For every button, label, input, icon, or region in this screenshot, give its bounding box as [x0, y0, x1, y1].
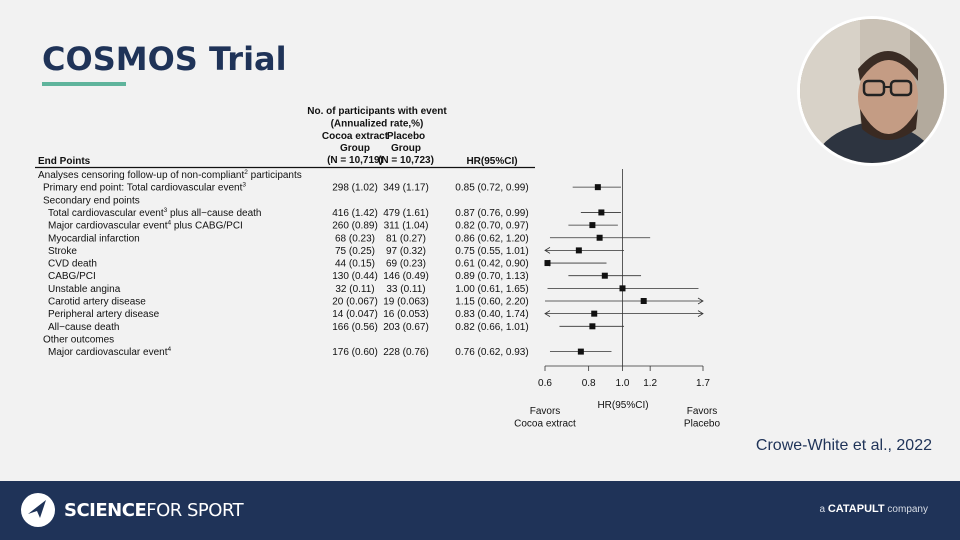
row-label — [48, 220, 243, 232]
partner-name: CATAPULT — [827, 503, 885, 515]
favors-placebo-label: Favors — [686, 406, 718, 417]
header-placebo-line: Group — [391, 143, 421, 154]
row-label-text: Secondary end points — [43, 195, 140, 207]
placebo-value: 97 (0.32) — [385, 245, 427, 257]
hr-point — [597, 235, 603, 241]
row-label-text: Major cardiovascular event — [48, 347, 168, 359]
presenter-webcam — [797, 16, 947, 166]
placebo-value: 16 (0.053) — [383, 309, 429, 321]
row-label — [38, 169, 302, 181]
row-label-text: Total cardiovascular event — [48, 207, 164, 219]
partner-suffix: company — [887, 504, 928, 515]
row-label-text: Other outcomes — [43, 334, 115, 346]
hr-point — [602, 273, 608, 279]
favors-placebo-label: Placebo — [683, 418, 721, 430]
row-label-text: CABG/PCI — [48, 271, 96, 283]
row-label-text: All−cause death — [48, 321, 120, 333]
hr-point — [619, 285, 625, 291]
placebo-value: 479 (1.61) — [383, 207, 429, 219]
row-label-text: Unstable angina — [48, 283, 121, 295]
hr-value: 0.82 (0.66, 1.01) — [455, 321, 529, 333]
x-axis-label: HR(95%CI) — [597, 400, 649, 411]
row-label-suffix: plus all−cause death — [167, 207, 262, 219]
slide-title: COSMOS Trial — [42, 40, 287, 78]
header-placebo-line: Placebo — [386, 131, 426, 142]
row-label — [48, 246, 77, 257]
hr-value: 0.76 (0.62, 0.93) — [455, 347, 529, 359]
row-label-superscript: 2 — [244, 169, 248, 176]
row-label — [48, 233, 140, 244]
hr-point — [595, 184, 601, 190]
footer-bar — [0, 481, 960, 540]
row-label-text: Primary end point: Total cardiovascular event — [43, 182, 243, 194]
row-label-superscript: 4 — [167, 219, 172, 227]
hr-point — [576, 247, 582, 253]
placebo-value: 81 (0.27) — [385, 233, 427, 245]
hr-value: 1.15 (0.60, 2.20) — [455, 296, 529, 308]
placebo-value: 19 (0.063) — [383, 296, 429, 308]
hr-value: 0.89 (0.70, 1.13) — [455, 271, 529, 283]
row-label — [48, 284, 121, 295]
row-label-text: Myocardial infarction — [48, 233, 140, 245]
header-end-points: End Points — [38, 156, 91, 167]
hr-value: 0.83 (0.40, 1.74) — [455, 309, 529, 321]
row-label-text: Analyses censoring follow-up of non-compliant — [38, 170, 245, 181]
hr-point — [591, 311, 597, 317]
cocoa-value: 44 (0.15) — [334, 258, 376, 270]
placebo-value: 311 (1.04) — [383, 220, 429, 232]
cocoa-value: 130 (0.44) — [332, 271, 378, 283]
x-axis-tick-label: 1.0 — [615, 378, 630, 389]
row-label — [43, 182, 246, 194]
row-label-text: CVD death — [48, 258, 97, 270]
cocoa-value: 166 (0.56) — [332, 321, 378, 333]
placebo-value: 69 (0.23) — [385, 258, 427, 270]
x-axis-tick-label: 1.2 — [643, 378, 658, 389]
header-placebo-line: (N = 10,723) — [378, 155, 434, 166]
hr-value: 0.75 (0.55, 1.01) — [455, 245, 529, 257]
header-group-line: (Annualized rate,%) — [330, 118, 424, 130]
row-label — [48, 346, 172, 358]
hr-point — [578, 349, 584, 355]
brand-name — [64, 500, 243, 521]
row-label-superscript: 4 — [167, 346, 172, 354]
row-label — [43, 195, 140, 206]
partner-prefix: a — [819, 504, 826, 515]
hr-point — [641, 298, 647, 304]
hr-value: 0.61 (0.42, 0.90) — [455, 258, 529, 270]
hr-value: 1.00 (0.61, 1.65) — [455, 283, 529, 295]
header-hr: HR(95%CI) — [466, 156, 518, 167]
placebo-value: 33 (0.11) — [386, 283, 426, 295]
hr-point — [589, 222, 595, 228]
hr-value: 0.87 (0.76, 0.99) — [455, 207, 529, 219]
favors-cocoa-label: Favors — [529, 406, 561, 417]
brand-name-light: FOR SPORT — [146, 500, 244, 521]
row-label-text: Peripheral artery disease — [48, 309, 160, 321]
placebo-value: 146 (0.49) — [383, 271, 429, 283]
row-label-text: Carotid artery disease — [48, 296, 146, 308]
cocoa-value: 75 (0.25) — [334, 245, 376, 257]
placebo-value: 228 (0.76) — [383, 347, 429, 359]
row-label-suffix: plus CABG/PCI — [171, 220, 243, 232]
hr-value: 0.82 (0.70, 0.97) — [455, 220, 529, 232]
cocoa-value: 298 (1.02) — [332, 182, 378, 194]
row-label-suffix: participants — [247, 170, 302, 181]
row-label — [48, 259, 97, 270]
hr-value: 0.85 (0.72, 0.99) — [455, 182, 529, 194]
cocoa-value: 260 (0.89) — [332, 220, 378, 232]
hr-point — [598, 209, 604, 215]
citation: Crowe-White et al., 2022 — [755, 437, 932, 454]
cocoa-value: 176 (0.60) — [332, 347, 378, 359]
science-for-sport-logo-icon — [20, 492, 56, 528]
header-cocoa-line: Group — [340, 143, 370, 154]
header-group-line: No. of participants with event — [307, 106, 447, 117]
row-label-text: Stroke — [48, 245, 77, 257]
cocoa-value: 14 (0.047) — [332, 309, 378, 321]
partner-credit — [819, 503, 928, 515]
x-axis-tick-label: 0.6 — [538, 378, 552, 389]
hr-point — [545, 260, 551, 266]
row-label — [48, 297, 146, 308]
placebo-value: 203 (0.67) — [383, 321, 429, 333]
presenter-avatar-icon — [800, 19, 947, 166]
row-label — [43, 334, 114, 345]
header-cocoa-line: Cocoa extract — [321, 131, 389, 142]
hr-point — [589, 323, 595, 329]
row-label — [48, 309, 160, 320]
hr-value: 0.86 (0.62, 1.20) — [455, 233, 529, 245]
cocoa-value: 416 (1.42) — [332, 207, 378, 219]
row-label-superscript: 3 — [242, 181, 246, 189]
cocoa-value: 32 (0.11) — [335, 283, 375, 295]
x-axis-tick-label: 0.8 — [581, 378, 596, 389]
favors-cocoa-label: Cocoa extract — [514, 418, 576, 430]
cocoa-value: 20 (0.067) — [332, 296, 378, 308]
row-label — [48, 207, 261, 219]
brand-name-bold: SCIENCE — [64, 500, 147, 521]
placebo-value: 349 (1.17) — [383, 182, 429, 194]
row-label-superscript: 3 — [163, 206, 168, 214]
row-label — [48, 271, 96, 282]
row-label — [48, 322, 119, 333]
row-label-text: Major cardiovascular event — [48, 220, 168, 232]
cocoa-value: 68 (0.23) — [334, 233, 376, 245]
header-cocoa-line: (N = 10,719) — [327, 155, 383, 166]
x-axis-tick-label: 1.7 — [696, 378, 710, 389]
